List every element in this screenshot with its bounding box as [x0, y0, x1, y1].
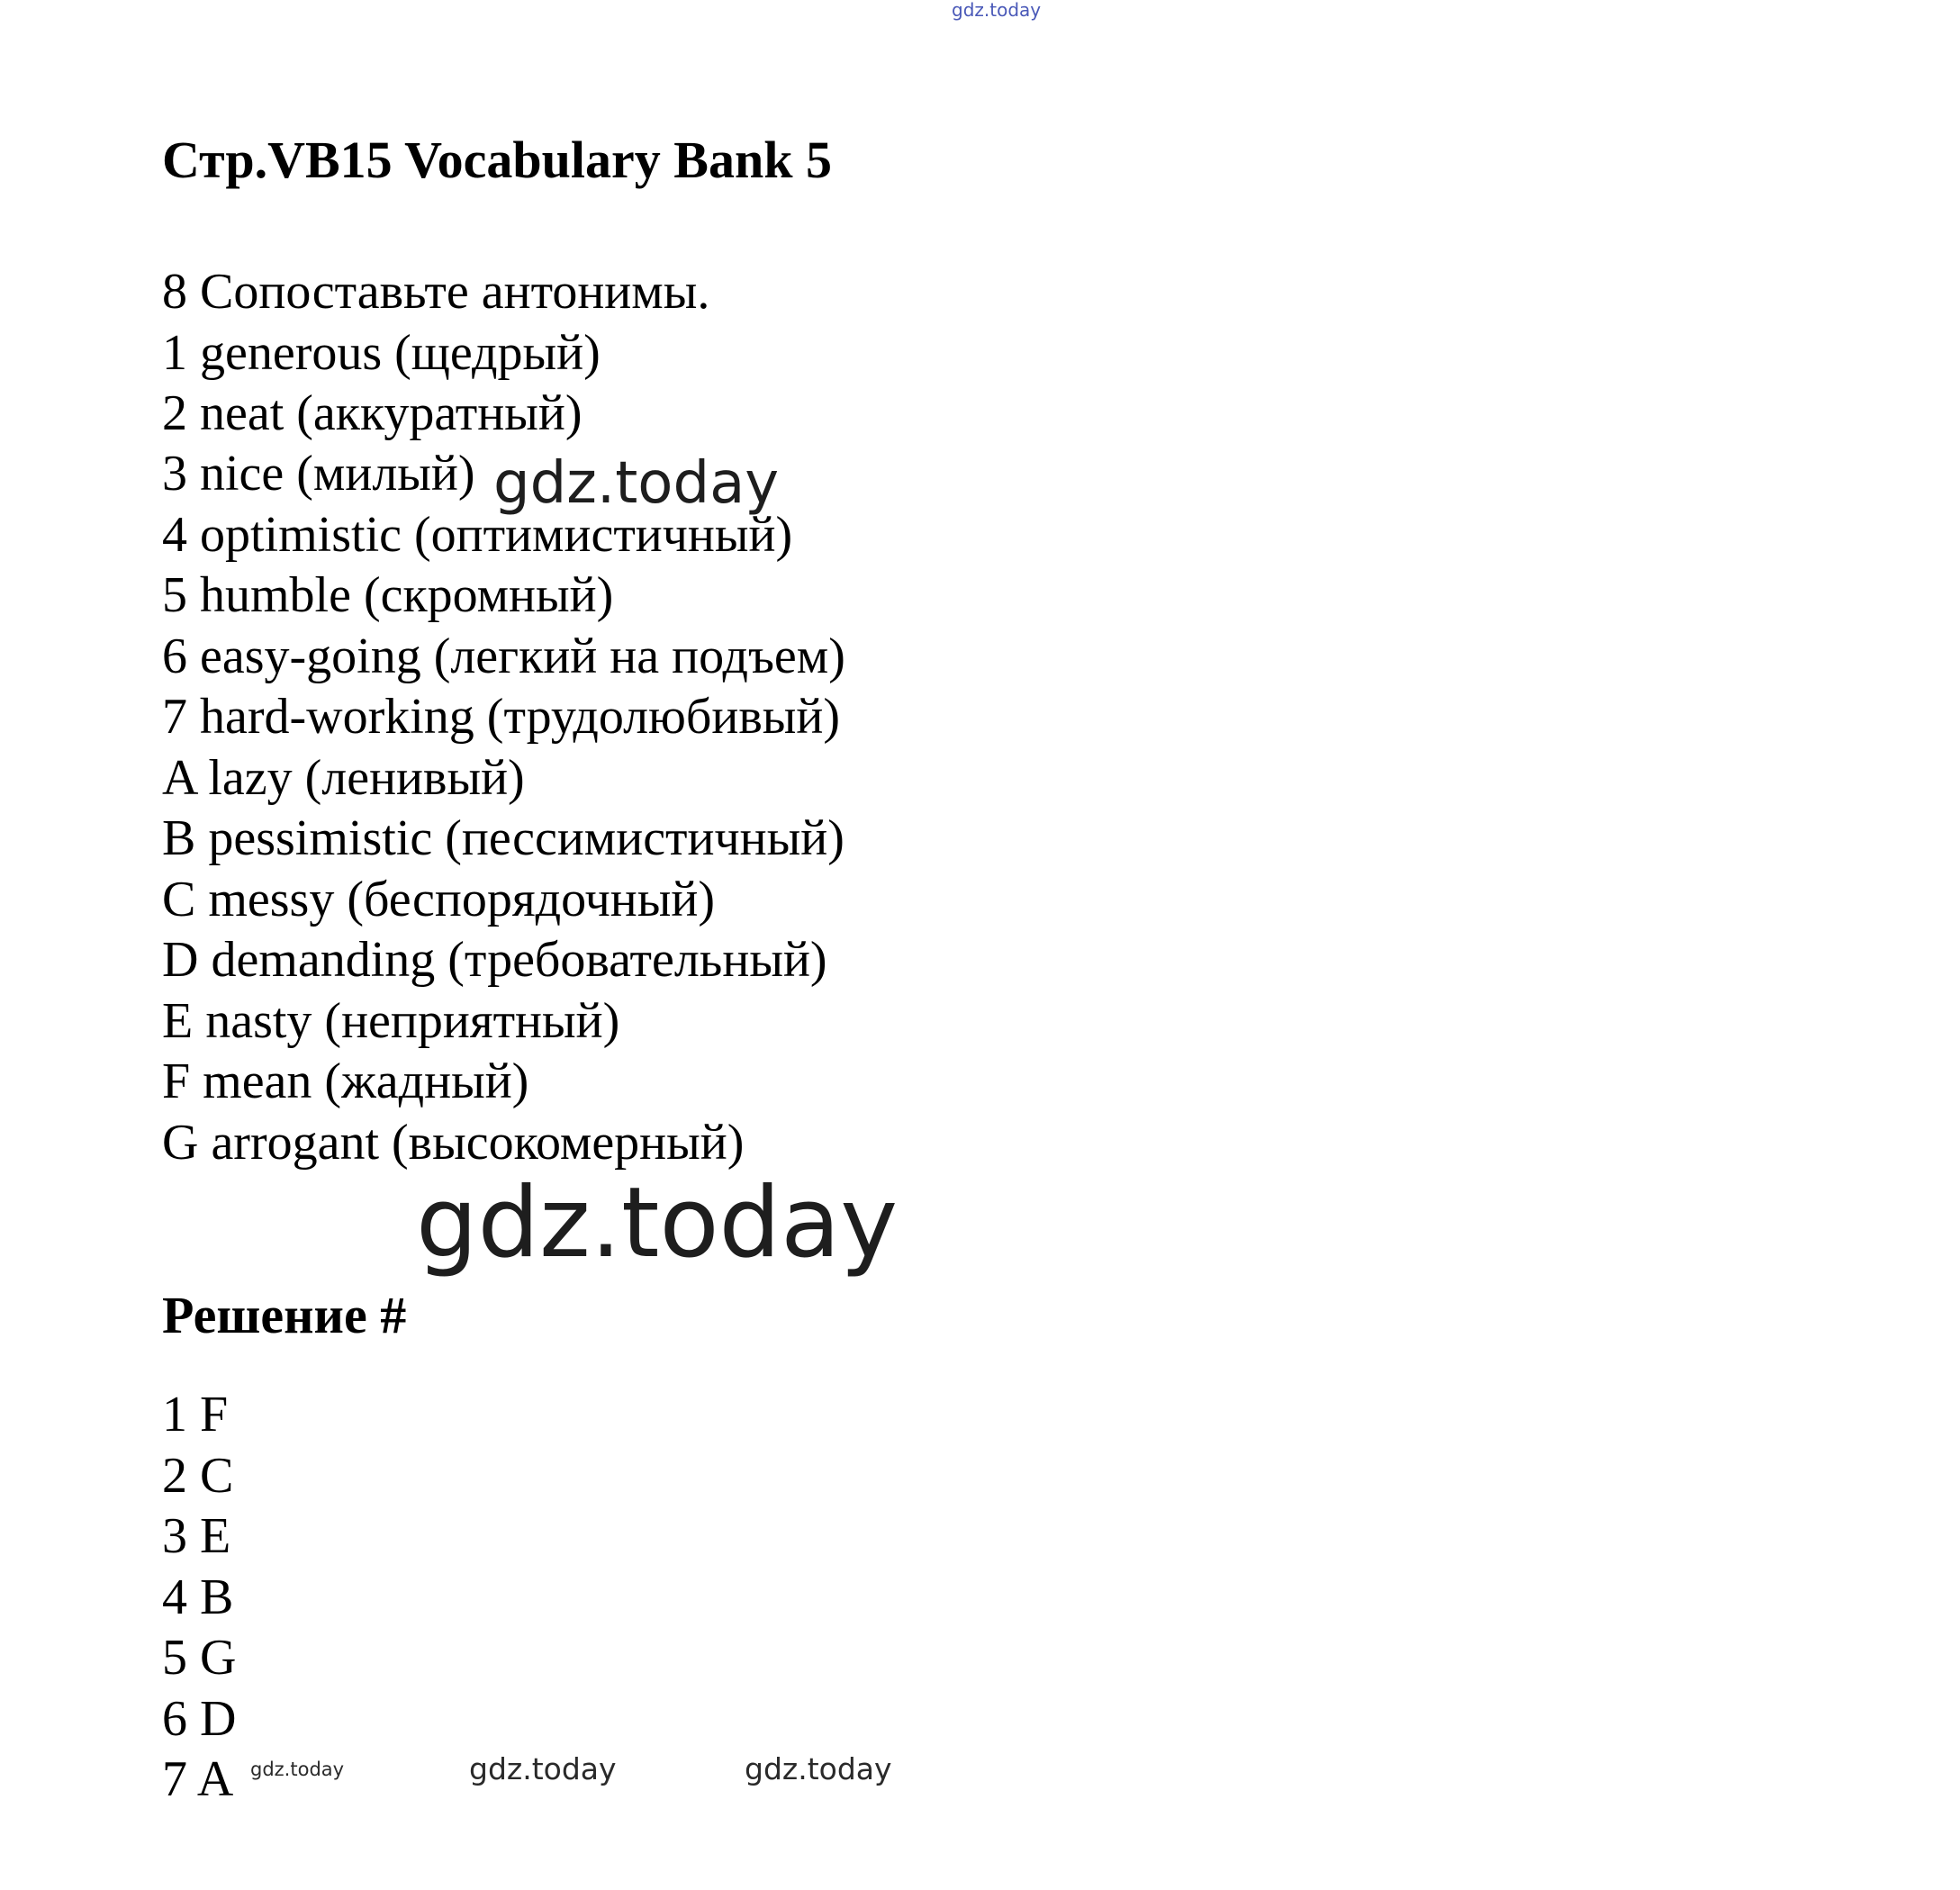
page-title: Стр.VB15 Vocabulary Bank 5: [162, 131, 832, 189]
task-option: B pessimistic (пессимистичный): [162, 810, 845, 866]
watermark-bottom-right: gdz.today: [745, 1751, 892, 1786]
answer-line: 5 G: [162, 1630, 237, 1686]
watermark-top: gdz.today: [952, 0, 1042, 21]
task-item: 6 easy-going (легкий на подъем): [162, 628, 845, 684]
answer-line: 6 D: [162, 1691, 237, 1747]
task-item: 2 neat (аккуратный): [162, 385, 583, 441]
task-item: 7 hard-working (трудолюбивый): [162, 689, 841, 745]
task-option: F mean (жадный): [162, 1054, 529, 1109]
answer-line: 2 C: [162, 1448, 234, 1504]
task-option: A lazy (ленивый): [162, 750, 525, 806]
task-option: E nasty (неприятный): [162, 993, 620, 1049]
answer-line: 4 B: [162, 1569, 234, 1625]
watermark-middle: gdz.today: [493, 450, 780, 517]
task-item: 5 humble (скромный): [162, 567, 614, 623]
task-option: C messy (беспорядочный): [162, 872, 716, 927]
watermark-bottom-small: gdz.today: [250, 1759, 345, 1780]
solution-heading: Решение #: [162, 1286, 407, 1344]
task-item: 3 nice (милый): [162, 446, 475, 502]
answer-line: 1 F: [162, 1387, 229, 1442]
task-option: D demanding (требовательный): [162, 932, 827, 988]
watermark-large: gdz.today: [416, 1167, 899, 1280]
task-item: 1 generous (щедрый): [162, 325, 601, 381]
task-option: G arrogant (высокомерный): [162, 1115, 745, 1171]
answer-line: 3 E: [162, 1508, 231, 1564]
answer-line: 7 A: [162, 1751, 234, 1807]
task-instruction: 8 Сопоставьте антонимы.: [162, 264, 710, 320]
watermark-bottom-mid: gdz.today: [469, 1751, 617, 1786]
task-item: 4 optimistic (оптимистичный): [162, 507, 793, 563]
